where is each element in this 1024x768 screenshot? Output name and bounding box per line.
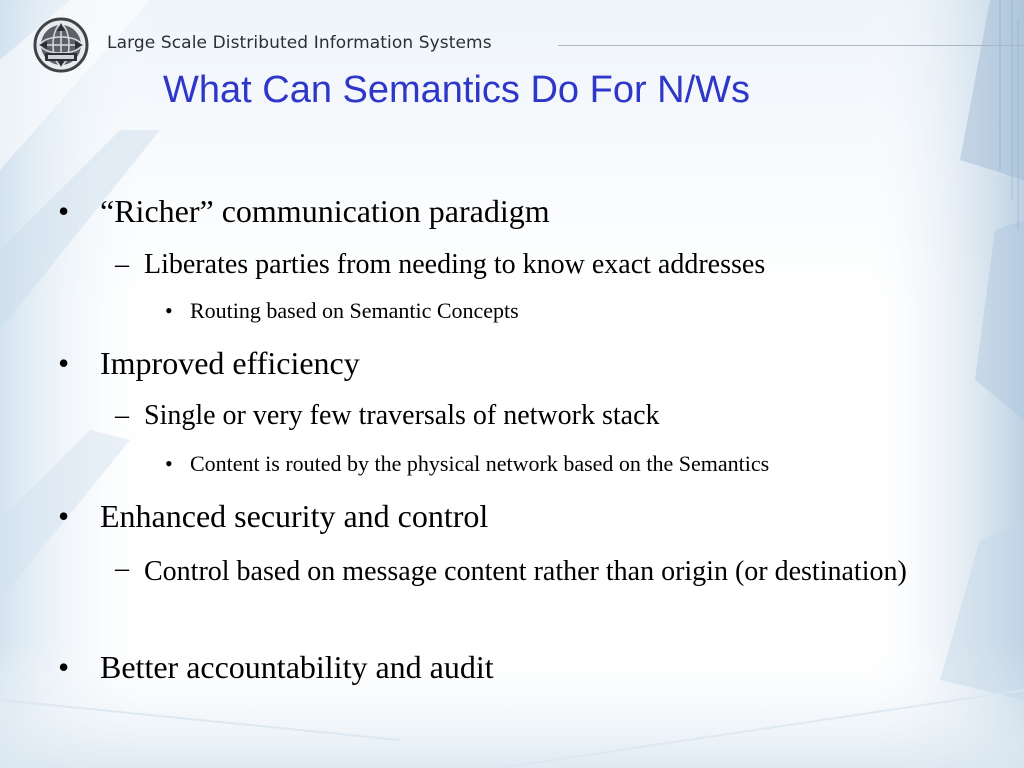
- bullet-marker: •: [58, 649, 70, 685]
- sub-bullet-marker: –: [115, 400, 129, 431]
- bullet-marker: •: [58, 345, 70, 381]
- bullet-marker: •: [58, 193, 70, 229]
- slide-title: What Can Semantics Do For N/Ws: [163, 69, 751, 111]
- sub-sub-bullet-marker: •: [165, 298, 173, 323]
- bullet-text: “Richer” communication paradigm: [100, 193, 550, 229]
- sub-sub-bullet-text: Content is routed by the physical network based on the Semantics: [190, 451, 770, 476]
- sub-bullet-marker: –: [115, 249, 129, 280]
- sub-bullet-text: Control based on message content rather than origin (or destination): [144, 556, 907, 587]
- sub-bullet-marker: –: [115, 553, 129, 584]
- sub-sub-bullet-marker: •: [165, 451, 173, 476]
- bullet-marker: •: [58, 498, 70, 534]
- header-title: Large Scale Distributed Information Systems: [107, 33, 492, 53]
- sub-bullet-text: Single or very few traversals of network stack: [144, 400, 660, 431]
- bullet-text: Improved efficiency: [100, 345, 360, 381]
- sub-sub-bullet-text: Routing based on Semantic Concepts: [190, 298, 519, 323]
- bullet-text: Better accountability and audit: [100, 649, 494, 685]
- bullet-text: Enhanced security and control: [100, 498, 489, 534]
- sub-bullet-text: Liberates parties from needing to know exact addresses: [144, 249, 766, 280]
